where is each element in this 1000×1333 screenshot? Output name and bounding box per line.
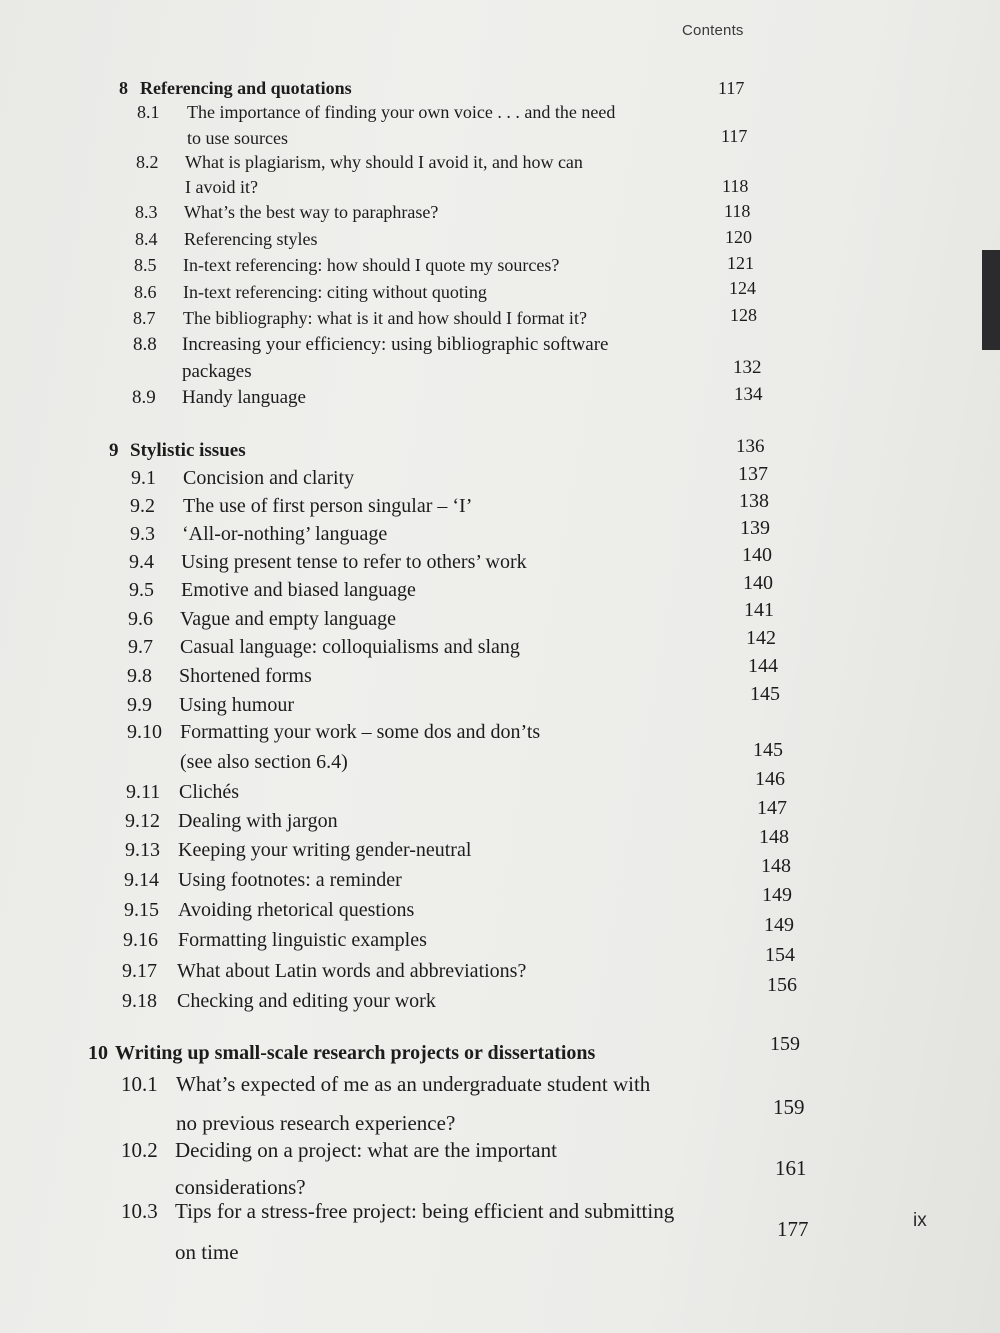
section-title-line: Vague and empty language (180, 608, 397, 630)
section-number: 9.8 (127, 665, 152, 687)
section-title-line: Deciding on a project: what are the important (175, 1138, 557, 1162)
section-page-number: 142 (746, 627, 776, 649)
section-title-line: Casual language: colloquialisms and slang (180, 636, 520, 658)
running-head: Contents (682, 22, 744, 39)
section-number: 8.3 (135, 202, 158, 222)
section-number: 9.4 (129, 551, 154, 573)
section-page-number: 146 (755, 768, 785, 790)
section-title-line: to use sources (187, 128, 288, 148)
section-number: 9.3 (130, 523, 155, 545)
section-page-number: 134 (734, 384, 763, 405)
section-page-number: 148 (761, 855, 791, 877)
chapter-number: 9 (109, 440, 119, 461)
section-number: 9.2 (130, 495, 155, 517)
section-title-line: What’s the best way to paraphrase? (184, 202, 439, 222)
section-number: 9.7 (128, 636, 153, 658)
section-title-line: What’s expected of me as an undergraduate student with (176, 1072, 651, 1096)
section-page-number: 148 (759, 826, 789, 848)
section-page-number: 121 (727, 253, 754, 273)
section-title-line: Formatting your work – some dos and don’ts (180, 721, 541, 743)
section-page-number: 149 (762, 884, 792, 906)
section-title-line: Keeping your writing gender-neutral (178, 839, 472, 861)
section-title-line: The use of first person singular – ‘I’ (183, 495, 473, 517)
section-number: 9.11 (126, 781, 161, 803)
section-number: 9.18 (122, 990, 157, 1012)
section-title-line: Tips for a stress-free project: being efficient and submitting (175, 1199, 675, 1223)
section-title-line: In-text referencing: how should I quote my sources? (183, 255, 560, 275)
section-page-number: 138 (739, 490, 769, 512)
section-page-number: 161 (775, 1156, 807, 1180)
chapter-page-number: 136 (736, 436, 765, 457)
section-title-line: Increasing your efficiency: using bibliographic software (182, 334, 609, 355)
section-number: 8.5 (134, 255, 157, 275)
section-page-number: 154 (765, 944, 795, 966)
section-title-line: What about Latin words and abbreviations? (177, 960, 527, 982)
section-title-line: on time (175, 1240, 239, 1264)
section-title-line: Checking and editing your work (177, 990, 436, 1012)
section-title-line: ‘All-or-nothing’ language (182, 523, 388, 545)
section-page-number: 145 (753, 739, 783, 761)
section-number: 9.6 (128, 608, 153, 630)
section-number: 10.1 (121, 1072, 158, 1096)
section-title-line: What is plagiarism, why should I avoid it, and how can (185, 152, 583, 172)
section-page-number: 128 (730, 305, 757, 325)
section-title-line: Using humour (179, 694, 294, 716)
section-page-number: 124 (729, 278, 756, 298)
section-page-number: 149 (764, 914, 794, 936)
chapter-title: Writing up small-scale research projects or dissertations (115, 1042, 596, 1064)
chapter-page-number: 117 (718, 78, 745, 98)
section-number: 8.9 (132, 387, 156, 408)
section-number: 10.2 (121, 1138, 158, 1162)
chapter-number: 8 (119, 78, 128, 98)
section-number: 8.6 (134, 282, 157, 302)
section-page-number: 118 (724, 201, 751, 221)
chapter-title: Referencing and quotations (140, 78, 352, 98)
page-edge-shadow (982, 250, 1000, 350)
section-page-number: 144 (748, 655, 778, 677)
section-title-line: Formatting linguistic examples (178, 929, 427, 951)
section-number: 9.14 (124, 869, 159, 891)
section-number: 8.4 (135, 229, 158, 249)
section-title-line: I avoid it? (185, 177, 258, 197)
section-page-number: 139 (740, 517, 770, 539)
section-title-line: In-text referencing: citing without quoting (183, 282, 487, 302)
chapter-page-number: 159 (770, 1033, 800, 1055)
section-title-line: Handy language (182, 387, 306, 408)
section-title-line: no previous research experience? (176, 1111, 456, 1135)
section-title-line: considerations? (175, 1175, 306, 1199)
section-title-line: Referencing styles (184, 229, 318, 249)
section-page-number: 147 (757, 797, 787, 819)
section-title-line: Using footnotes: a reminder (178, 869, 402, 891)
section-title-line: Avoiding rhetorical questions (178, 899, 415, 921)
chapter-number: 10 (88, 1042, 108, 1064)
section-page-number: 137 (738, 463, 768, 485)
section-title-line: The importance of finding your own voice . . . and the need (187, 102, 616, 122)
section-number: 8.2 (136, 152, 159, 172)
section-number: 8.7 (133, 308, 156, 328)
section-number: 8.1 (137, 102, 160, 122)
section-title-line: The bibliography: what is it and how should I format it? (183, 308, 587, 328)
section-number: 9.13 (125, 839, 160, 861)
section-number: 9.12 (125, 810, 160, 832)
chapter-title: Stylistic issues (130, 440, 246, 461)
section-number: 9.5 (129, 579, 154, 601)
section-number: 9.17 (122, 960, 157, 982)
section-number: 9.15 (124, 899, 159, 921)
section-number: 9.9 (127, 694, 152, 716)
section-title-line: Dealing with jargon (178, 810, 338, 832)
section-title-line: Clichés (179, 781, 239, 803)
section-page-number: 140 (743, 572, 773, 594)
section-number: 10.3 (121, 1199, 158, 1223)
section-page-number: 145 (750, 683, 780, 705)
section-title-line: Emotive and biased language (181, 579, 416, 601)
section-page-number: 120 (725, 227, 752, 247)
section-page-number: 159 (773, 1095, 805, 1119)
section-number: 9.16 (123, 929, 158, 951)
section-number: 9.1 (131, 467, 156, 489)
section-number: 8.8 (133, 334, 157, 355)
section-page-number: 140 (742, 544, 772, 566)
section-page-number: 132 (733, 357, 762, 378)
section-page-number: 141 (744, 599, 774, 621)
section-title-line: Concision and clarity (183, 467, 355, 489)
section-title-line: Using present tense to refer to others’ work (181, 551, 527, 573)
page-number-folio: ix (913, 1210, 927, 1231)
section-title-line: (see also section 6.4) (180, 751, 348, 773)
section-page-number: 117 (721, 126, 748, 146)
section-page-number: 156 (767, 974, 797, 996)
section-number: 9.10 (127, 721, 162, 743)
section-page-number: 118 (722, 176, 749, 196)
section-page-number: 177 (777, 1217, 809, 1241)
section-title-line: packages (182, 361, 252, 382)
section-title-line: Shortened forms (179, 665, 312, 687)
